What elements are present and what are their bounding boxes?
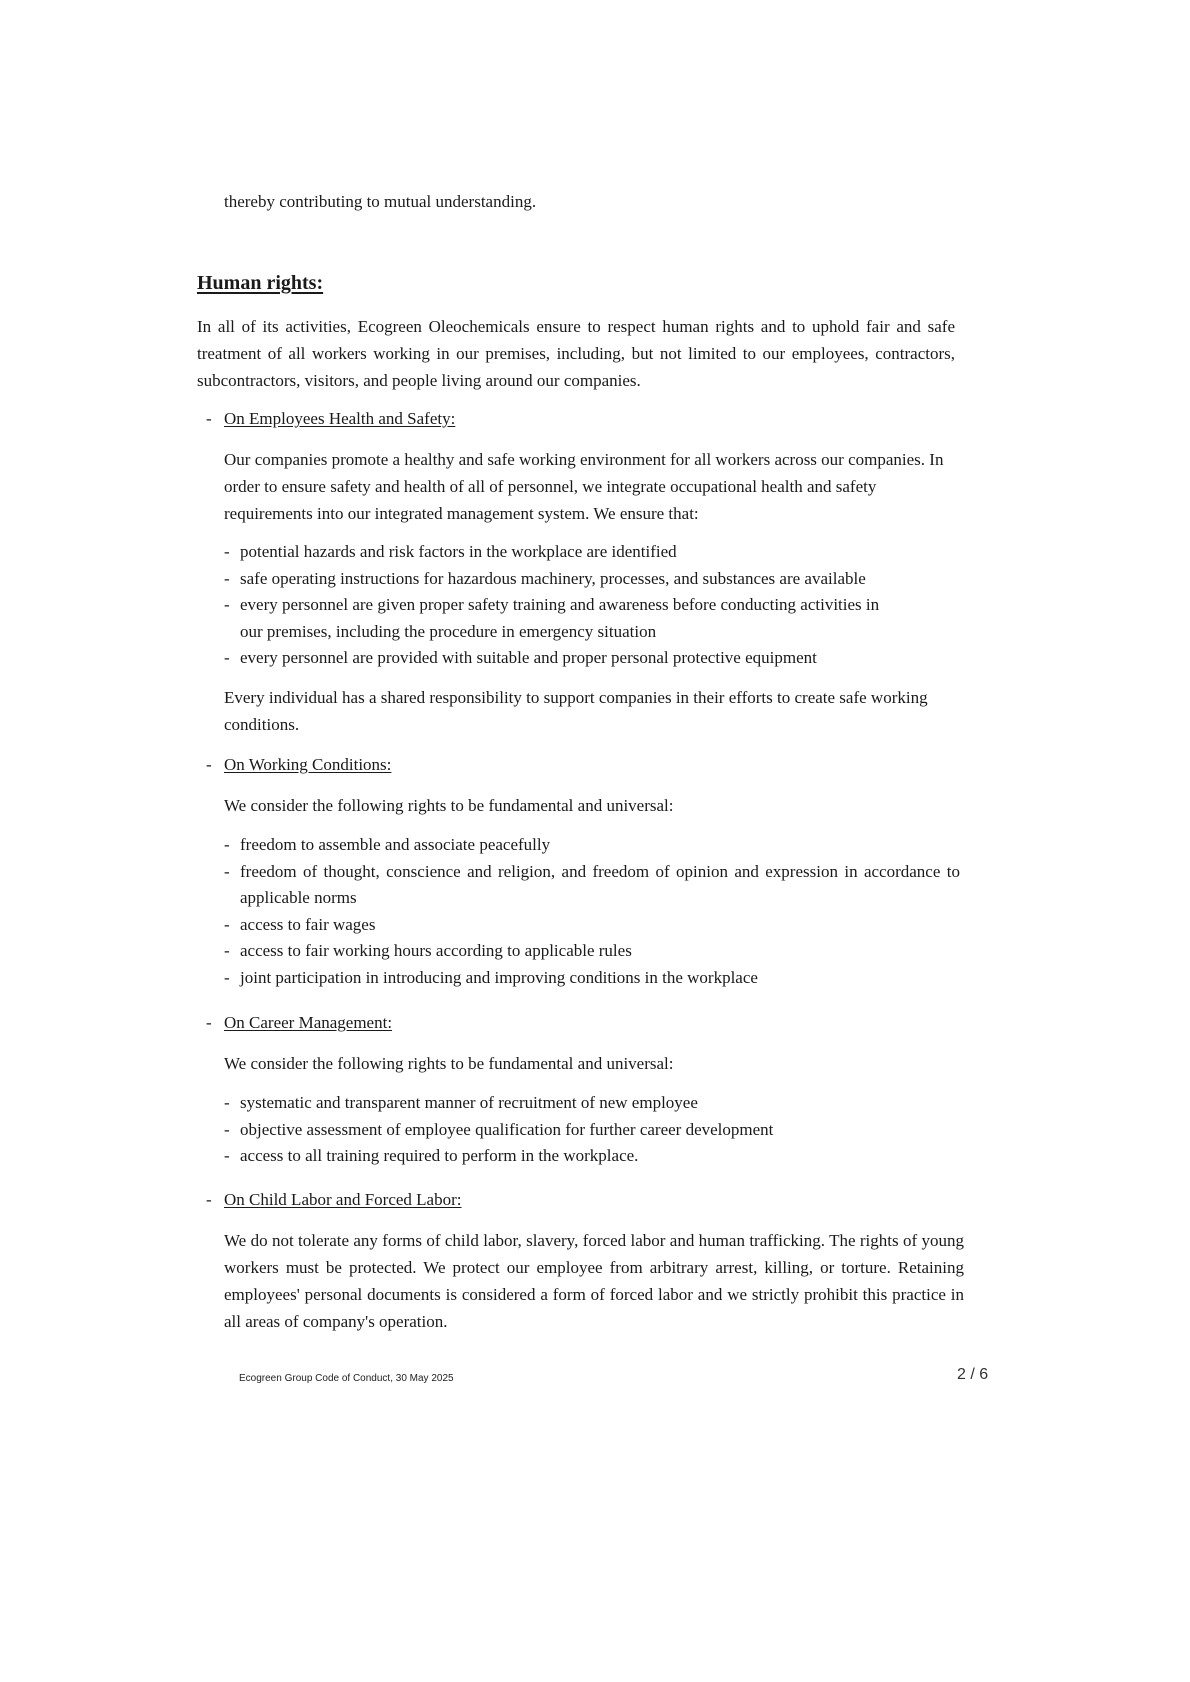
list-item-text: systematic and transparent manner of recruitment of new employee <box>240 1093 698 1112</box>
dash-marker: - <box>224 1146 230 1165</box>
subsection-title-text: On Working Conditions: <box>224 755 392 774</box>
dash-marker: - <box>224 941 230 960</box>
section-health-safety <box>206 406 976 738</box>
dash-marker: - <box>224 967 230 987</box>
dash-marker: - <box>206 755 212 774</box>
list-item <box>224 1090 976 1117</box>
list-item <box>224 539 976 566</box>
list-item-text: freedom of thought, conscience and religion, and freedom of opinion and expression in accordance to applicable norms <box>240 861 960 907</box>
dash-marker: - <box>206 1190 212 1209</box>
list-item-text: every personnel are given proper safety training and awareness before conducting activities in our premises, including the procedure in emergency situation <box>240 595 880 641</box>
subsection-paragraph: We do not tolerate any forms of child labor, slavery, forced labor and human trafficking. The rights of young workers must be protected. We protect our employee from arbitrary arrest, killing, or torture. Retaining employees' personal documents is considered a form of forced labor and we strictly prohibit this practice in all areas of company's operation. <box>224 1231 964 1331</box>
bullet-list <box>206 539 976 672</box>
subsection-title-text: On Career Management: <box>224 1013 393 1032</box>
intro-paragraph: In all of its activities, Ecogreen Oleochemicals ensure to respect human rights and to uphold fair and safe treatment of all workers working in our premises, including, but not limited to our employees, contractors, subcontractors, visitors, and people living around our companies. <box>197 317 955 390</box>
list-item-text: every personnel are provided with suitable and proper personal protective equipment <box>240 648 817 667</box>
subsection-title <box>206 406 976 432</box>
dash-marker: - <box>224 835 230 854</box>
subsection-paragraph: Our companies promote a healthy and safe working environment for all workers across our companies. In order to ensure safety and health of all of personnel, we integrate occupational health and safety requirements into our integrated management system. We ensure that: <box>224 450 944 523</box>
list-item <box>224 592 976 645</box>
dash-marker: - <box>224 595 230 614</box>
continuation-text: thereby contributing to mutual understanding. <box>224 192 537 211</box>
section-child-forced-labor <box>206 1187 976 1335</box>
bullet-list <box>206 1090 976 1170</box>
list-item <box>224 938 976 965</box>
subsection-title <box>206 1187 976 1213</box>
dash-marker: - <box>224 1119 230 1139</box>
list-item <box>224 965 976 992</box>
list-item <box>224 645 976 672</box>
list-item <box>224 1117 976 1144</box>
dash-marker: - <box>206 409 212 428</box>
list-item <box>224 1143 976 1170</box>
list-item <box>224 832 976 859</box>
list-item <box>224 859 976 912</box>
dash-marker: - <box>224 542 230 561</box>
section-career-management <box>206 1010 976 1170</box>
bullet-list <box>206 832 976 991</box>
list-item-text: access to fair working hours according to applicable rules <box>240 941 632 960</box>
list-item-text: access to all training required to perform in the workplace. <box>240 1146 639 1165</box>
list-item-text: joint participation in introducing and improving conditions in the workplace <box>240 967 758 987</box>
list-item-text: freedom to assemble and associate peacefully <box>240 835 551 854</box>
dash-marker: - <box>224 648 230 667</box>
list-item-text: access to fair wages <box>240 914 376 934</box>
list-item-text: objective assessment of employee qualification for further career development <box>240 1119 774 1139</box>
subsection-title-text: On Employees Health and Safety: <box>224 409 456 428</box>
list-item <box>224 566 976 593</box>
dash-marker: - <box>224 568 230 588</box>
subsection-title <box>206 752 976 778</box>
section-heading-human-rights: Human rights: <box>197 272 324 294</box>
subsection-closing: Every individual has a shared responsibility to support companies in their efforts to create safe working conditions. <box>224 687 928 734</box>
subsection-paragraph: We consider the following rights to be fundamental and universal: <box>224 1054 674 1073</box>
subsection-paragraph: We consider the following rights to be fundamental and universal: <box>224 796 674 815</box>
dash-marker: - <box>206 1013 212 1032</box>
footer-page-number: 2 / 6 <box>957 1366 989 1383</box>
section-working-conditions <box>206 752 976 991</box>
list-item <box>224 912 976 939</box>
subsection-title <box>206 1010 976 1036</box>
dash-marker: - <box>224 914 230 934</box>
list-item-text: safe operating instructions for hazardous machinery, processes, and substances are available <box>240 568 866 588</box>
dash-marker: - <box>224 861 230 881</box>
dash-marker: - <box>224 1093 230 1112</box>
footer-document-info: Ecogreen Group Code of Conduct, 30 May 2025 <box>239 1373 454 1384</box>
subsection-title-text: On Child Labor and Forced Labor: <box>224 1190 462 1209</box>
list-item-text: potential hazards and risk factors in the workplace are identified <box>240 542 677 561</box>
